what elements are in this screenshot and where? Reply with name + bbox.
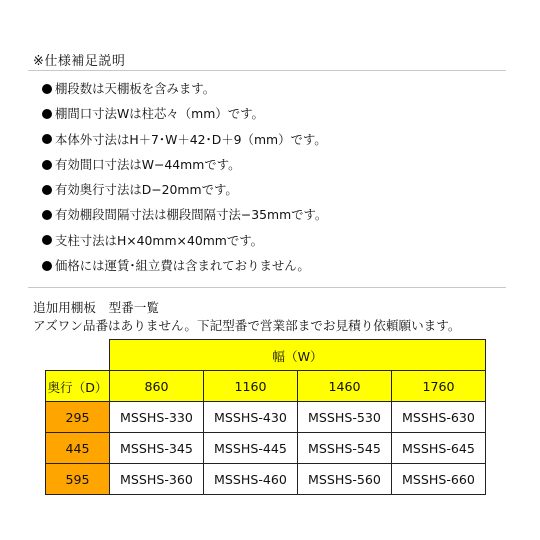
model-list-note: アズワン品番はありません。下記型番で営業部までお見積り依頼願います。 xyxy=(33,318,461,333)
notes-bottom-rule xyxy=(28,287,506,288)
table-row xyxy=(46,433,486,464)
depth-value-cell: 295 xyxy=(46,402,110,433)
note-text: 有効間口寸法はW−44mmです。 xyxy=(55,156,241,172)
depth-value-cell: 595 xyxy=(46,464,110,495)
note-text: 本体外寸法はH＋7･W＋42･D＋9（mm）です。 xyxy=(55,131,327,147)
spec-notes-title: ※仕様補足説明 xyxy=(33,54,126,69)
table-row xyxy=(46,340,486,371)
note-text: 支柱寸法はH×40mm×40mmです。 xyxy=(55,232,264,248)
model-cell: MSSHS-560 xyxy=(298,464,392,495)
model-cell: MSSHS-630 xyxy=(392,402,486,433)
model-cell: MSSHS-345 xyxy=(110,433,204,464)
title-underline xyxy=(28,70,506,71)
model-cell: MSSHS-645 xyxy=(392,433,486,464)
spec-notes-list xyxy=(42,76,327,278)
model-cell: MSSHS-445 xyxy=(204,433,298,464)
note-item xyxy=(42,101,327,126)
note-item xyxy=(42,177,327,202)
bullet-icon xyxy=(42,109,52,119)
blank-corner-cell xyxy=(46,340,110,371)
note-item xyxy=(42,152,327,177)
bullet-icon xyxy=(42,185,52,195)
table-row xyxy=(46,371,486,402)
width-value-cell: 1160 xyxy=(204,371,298,402)
bullet-icon xyxy=(42,134,52,144)
model-cell: MSSHS-460 xyxy=(204,464,298,495)
width-value-cell: 860 xyxy=(110,371,204,402)
note-text: 価格には運賃･組立費は含まれておりません。 xyxy=(55,258,310,274)
width-value-cell: 1460 xyxy=(298,371,392,402)
bullet-icon xyxy=(42,160,52,170)
depth-value-cell: 445 xyxy=(46,433,110,464)
bullet-icon xyxy=(42,261,52,271)
model-cell: MSSHS-430 xyxy=(204,402,298,433)
bullet-icon xyxy=(42,84,52,94)
model-cell: MSSHS-660 xyxy=(392,464,486,495)
model-list-title: 追加用棚板 型番一覧 xyxy=(33,300,159,315)
bullet-icon xyxy=(42,210,52,220)
note-item xyxy=(42,202,327,227)
note-item xyxy=(42,76,327,101)
note-text: 棚段数は天棚板を含みます。 xyxy=(55,81,216,96)
note-item xyxy=(42,253,327,278)
bullet-icon xyxy=(42,235,52,245)
model-cell: MSSHS-530 xyxy=(298,402,392,433)
depth-header: 奥行（D） xyxy=(46,371,110,402)
note-item xyxy=(42,228,327,253)
table-row xyxy=(46,402,486,433)
note-text: 棚間口寸法Wは柱芯々（mm）です。 xyxy=(55,106,264,122)
model-cell: MSSHS-360 xyxy=(110,464,204,495)
model-cell: MSSHS-545 xyxy=(298,433,392,464)
note-text: 有効棚段間隔寸法は棚段間隔寸法−35mmです。 xyxy=(55,207,328,223)
width-value-cell: 1760 xyxy=(392,371,486,402)
model-table xyxy=(45,339,486,495)
table-row xyxy=(46,464,486,495)
note-text: 有効奥行寸法はD−20mmです。 xyxy=(55,182,238,198)
note-item xyxy=(42,127,327,152)
width-header: 幅（W） xyxy=(110,340,486,371)
model-cell: MSSHS-330 xyxy=(110,402,204,433)
